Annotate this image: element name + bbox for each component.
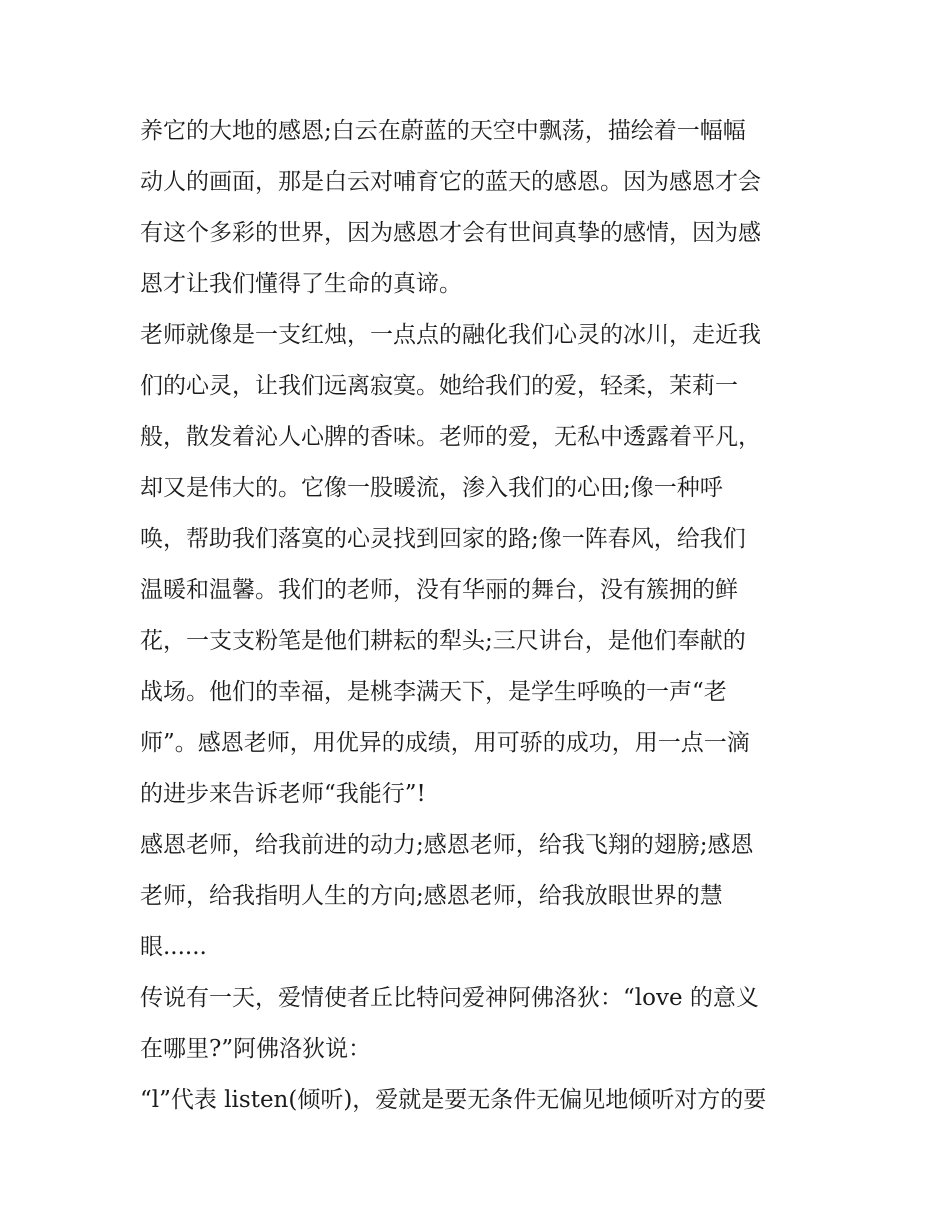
text-line: 老师，给我指明人生的方向;感恩老师，给我放眼世界的慧 xyxy=(140,883,723,909)
body-text xyxy=(140,106,830,1126)
text-line: 温暖和温馨。我们的老师，没有华丽的舞台，没有簇拥的鲜 xyxy=(140,577,738,603)
text-line: 师”。感恩老师，用优异的成绩，用可骄的成功，用一点一滴 xyxy=(140,730,750,756)
text-line: “l”代表 listen(倾听)，爱就是要无条件无偏见地倾听对方的要 xyxy=(140,1087,767,1113)
text-line: 感恩老师，给我前进的动力;感恩老师，给我飞翔的翅膀;感恩 xyxy=(140,832,754,858)
text-line: 恩才让我们懂得了生命的真谛。 xyxy=(140,271,462,297)
text-line: 眼...... xyxy=(140,934,207,960)
text-line: 有这个多彩的世界，因为感恩才会有世间真挚的感情，因为感 xyxy=(140,220,761,246)
text-line: 的进步来告诉老师“我能行”! xyxy=(140,781,426,807)
text-line: 们的心灵，让我们远离寂寞。她给我们的爱，轻柔，茉莉一 xyxy=(140,373,738,399)
text-line: 战场。他们的幸福，是桃李满天下，是学生呼唤的一声“老 xyxy=(140,679,727,705)
text-line: 花，一支支粉笔是他们耕耘的犁头;三尺讲台，是他们奉献的 xyxy=(140,628,746,654)
text-line: 却又是伟大的。它像一股暖流，渗入我们的心田;像一种呼 xyxy=(140,475,723,501)
text-line: 在哪里?”阿佛洛狄说： xyxy=(140,1036,372,1062)
text-line: 唤，帮助我们落寞的心灵找到回家的路;像一阵春风，给我们 xyxy=(140,526,746,552)
text-line: 养它的大地的感恩;白云在蔚蓝的天空中飘荡，描绘着一幅幅 xyxy=(140,118,746,144)
text-line: 传说有一天，爱情使者丘比特问爱神阿佛洛狄：“love 的意义 xyxy=(140,985,759,1011)
text-line: 动人的画面，那是白云对哺育它的蓝天的感恩。因为感恩才会 xyxy=(140,169,761,195)
text-line: 般，散发着沁人心脾的香味。老师的爱，无私中透露着平凡， xyxy=(140,424,761,450)
text-line: 老师就像是一支红烛，一点点的融化我们心灵的冰川，走近我 xyxy=(140,322,761,348)
